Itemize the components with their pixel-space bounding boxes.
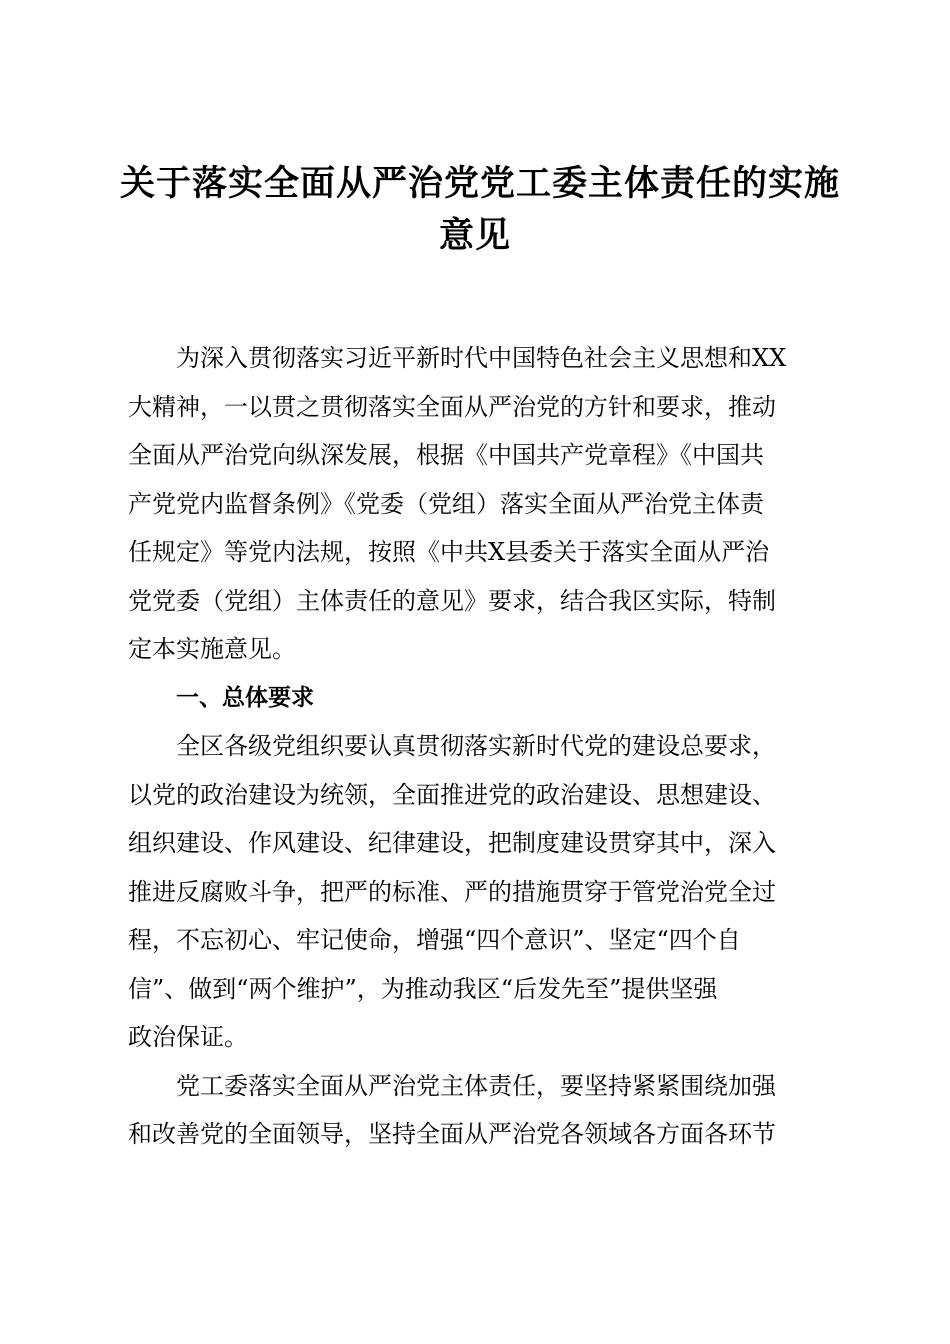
section-paragraph — [128, 1062, 820, 1159]
text-line: 党工委落实全面从严治党主体责任，要坚持紧紧围绕加强 — [128, 1071, 776, 1100]
text-line: 定本实施意见。 — [128, 635, 296, 663]
title-line: 意见 — [438, 215, 511, 256]
text-line: 党党委（党组）主体责任的意见》要求，结合我区实际，特制 — [128, 586, 776, 615]
text-line: 全面从严治党向纵深发展，根据《中国共产党章程》《中国共 — [128, 441, 764, 469]
text-line: 政治保证。 — [128, 1023, 248, 1051]
document-title — [120, 158, 841, 262]
document-body — [128, 334, 820, 1159]
intro-paragraph — [128, 334, 820, 674]
section-paragraph — [128, 722, 820, 1062]
text-line: 信”、做到“两个维护”，为推动我区“后发先至”提供坚强 — [128, 974, 718, 1003]
text-line: 产党党内监督条例》《党委（党组）落实全面从严治党主体责 — [128, 489, 764, 518]
text-line: 程，不忘初心、牢记使命，增强“四个意识”、坚定“四个自 — [128, 926, 741, 954]
text-line: 为深入贯彻落实习近平新时代中国特色社会主义思想和XX — [128, 344, 787, 372]
section-heading: 一、总体要求 — [176, 684, 314, 711]
text-line: 推进反腐败斗争，把严的标准、严的措施贯穿于管党治党全过 — [128, 877, 776, 906]
title-line: 关于落实全面从严治党党工委主体责任的实施 — [120, 163, 841, 204]
text-line: 任规定》等党内法规，按照《中共X县委关于落实全面从严治 — [128, 538, 770, 566]
text-line: 全区各级党组织要认真贯彻落实新时代党的建设总要求， — [128, 732, 776, 760]
text-line: 组织建设、作风建设、纪律建设，把制度建设贯穿其中，深入 — [128, 829, 776, 857]
text-line: 大精神，一以贯之贯彻落实全面从严治党的方针和要求，推动 — [128, 392, 776, 421]
text-line: 以党的政治建设为统领，全面推进党的政治建设、思想建设、 — [128, 780, 776, 809]
text-line: 和改善党的全面领导，坚持全面从严治党各领域各方面各环节 — [128, 1120, 776, 1148]
